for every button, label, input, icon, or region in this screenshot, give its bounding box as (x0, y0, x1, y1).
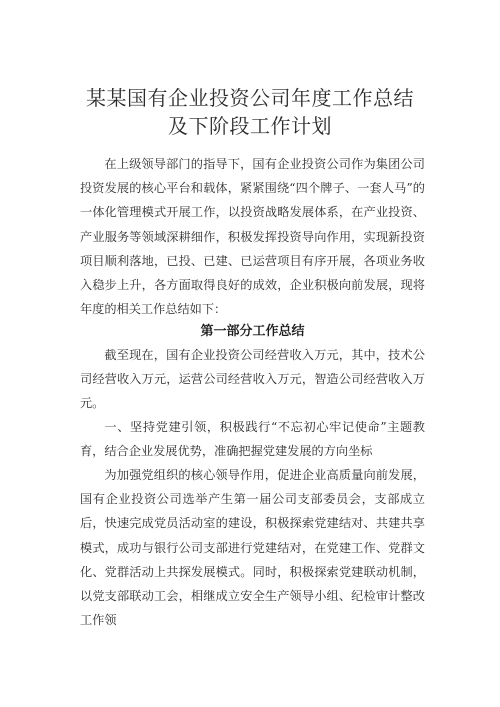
revenue-paragraph: 截至现在，国有企业投资公司经营收入万元，其中，技术公司经营收入万元，运营公司经营收入万元，智造公司经营收入万元。 (80, 348, 425, 411)
party-building-subheading: 一、坚持党建引领，积极践行“不忘初心牢记使命”主题教育，结合企业发展优势，准确把握党建发展的方向坐标 (80, 420, 425, 459)
title-line-2: 及下阶段工作计划 (168, 114, 332, 138)
intro-paragraph: 在上级领导部门的指导下，国有企业投资公司作为集团公司投资发展的核心平台和载体，紧紧围绕“四个牌子、一套人马”的一体化管理模式开展工作，以投资战略发展体系，在产业投资、产业服务等领域深耕细作，积极发挥投资导向作用，实现新投资项目顺利落地，已投、已建、已运营项目有序开展，各项业务收入稳步上升，各方面取得良好的成效，企业积极向前发展，现将年度的相关工作总结如下： (80, 157, 425, 317)
party-organization-paragraph: 为加强党组织的核心领导作用，促进企业高质量向前发展，国有企业投资公司选举产生第一届公司支部委员会，支部成立后，快速完成党员活动室的建设，积极探索党建结对、共建共享模式，成功与银行公司支部进行党建结对，在党建工作、党群文化、党群活动上共探发展模式。同时，积极探索党建联动机制，以党支部联动工会，相继成立安全生产领导小组、纪检审计整改工作领 (80, 468, 425, 628)
document-title (0, 84, 500, 140)
section-heading: 第一部分工作总结 (200, 324, 305, 339)
title-line-1: 某某国有企业投资公司年度工作总结 (86, 86, 414, 110)
